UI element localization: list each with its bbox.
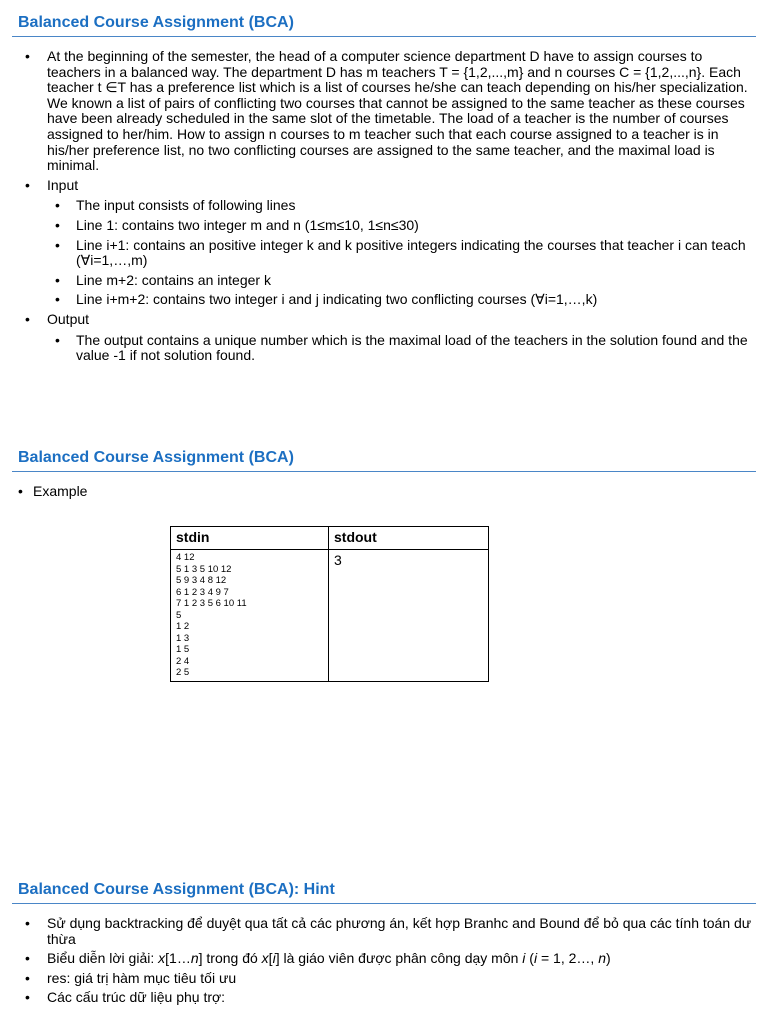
input-line: • Line i+1: contains an positive integer k and k positive integers indicating the courses that teacher i can teach (∀i=1,…,m): [47, 238, 752, 269]
hint-item: • res: giá trị hàm mục tiêu tối ưu: [0, 971, 768, 987]
output-label: Output: [47, 310, 90, 327]
output-item: [0, 312, 768, 364]
stdin-line: 5 1 3 5 10 12: [176, 563, 232, 575]
stdin-line: 1 2: [176, 621, 190, 632]
slide-1-list: [0, 49, 768, 364]
input-item: [0, 178, 768, 308]
stdin-line: 5 9 3 4 8 12: [176, 575, 227, 586]
input-line: • Line m+2: contains an integer k: [47, 273, 752, 289]
table-header-row: [171, 527, 489, 550]
table-row: [171, 550, 489, 682]
example-item: [18, 483, 87, 499]
title-divider: [12, 36, 756, 37]
hint-item: • Sử dụng backtracking để duyệt qua tất cả các phương án, kết hợp Branhc and Bound để bỏ qua các tính toán dư thừa: [0, 916, 768, 947]
stdin-line: 1 3: [176, 632, 190, 644]
hint-item: • Biểu diễn lời giải: x[1…n] trong đó x[i] là giáo viên được phân công dạy môn i (i = 1, 2…, n): [0, 951, 768, 967]
hint-item: • Các cấu trúc dữ liệu phụ trợ:: [0, 990, 768, 1006]
input-line: • Line i+m+2: contains two integer i and j indicating two conflicting courses (∀i=1,…,k): [47, 292, 752, 308]
title-divider: [12, 471, 756, 472]
intro-text: At the beginning of the semester, the head of a computer science department D have to assign courses to teachers in a balanced way. The department D has m teachers T = {1,2,...,m} and n courses C = {1,2,...,n}. Each teacher t ∈T has a preference list which is a list of courses he/she can teach depending on his/her specialization. We known a list of pairs of conflicting two courses that cannot be assigned to the same teacher as these courses have been already scheduled in the same slot of the timetable. The load of a teacher is the number of courses assigned to her/him. How to assign n courses to m teacher such that each course assigned to a teacher is in his/her preference list, no two conflicting courses are assigned to the same teacher, and the maximal load is minimal.: [47, 48, 748, 174]
slide-1-title: Balanced Course Assignment (BCA): [18, 14, 294, 31]
stdin-line: 6 1 2 3 4 9 7: [176, 586, 229, 598]
stdin-line: 4 12: [176, 552, 195, 563]
input-label: Input: [47, 176, 79, 193]
example-label: Example: [33, 483, 88, 499]
stdin-line: 2 4: [176, 655, 190, 667]
stdin-line: 7 1 2 3 5 6 10 11: [176, 598, 247, 609]
stdin-line: 1 5: [176, 644, 190, 655]
stdout-header: stdout: [329, 527, 489, 550]
input-line: • The input consists of following lines: [47, 198, 752, 214]
slide-3-title: Balanced Course Assignment (BCA): Hint: [18, 881, 335, 898]
stdin-line: 5: [176, 609, 182, 621]
input-sublist: [47, 198, 752, 308]
bullet: •: [18, 483, 23, 499]
output-sublist: [47, 333, 752, 364]
stdin-line: 2 5: [176, 667, 190, 678]
stdin-cell: [171, 550, 329, 682]
stdout-cell: 3: [329, 550, 489, 682]
intro-paragraph: [0, 49, 768, 174]
slide-3: [0, 881, 768, 1010]
example-table: [170, 526, 489, 682]
slide-2-title: Balanced Course Assignment (BCA): [18, 449, 294, 466]
stdin-header: stdin: [171, 527, 329, 550]
slide-1: [0, 14, 768, 368]
output-line: • The output contains a unique number which is the maximal load of the teachers in the solution found and the value -1 if not solution found.: [47, 333, 752, 364]
input-line: • Line 1: contains two integer m and n (1≤m≤10, 1≤n≤30): [47, 218, 752, 234]
title-divider: [12, 903, 756, 904]
hint-list: [0, 916, 768, 1006]
slide-2: [0, 449, 768, 472]
